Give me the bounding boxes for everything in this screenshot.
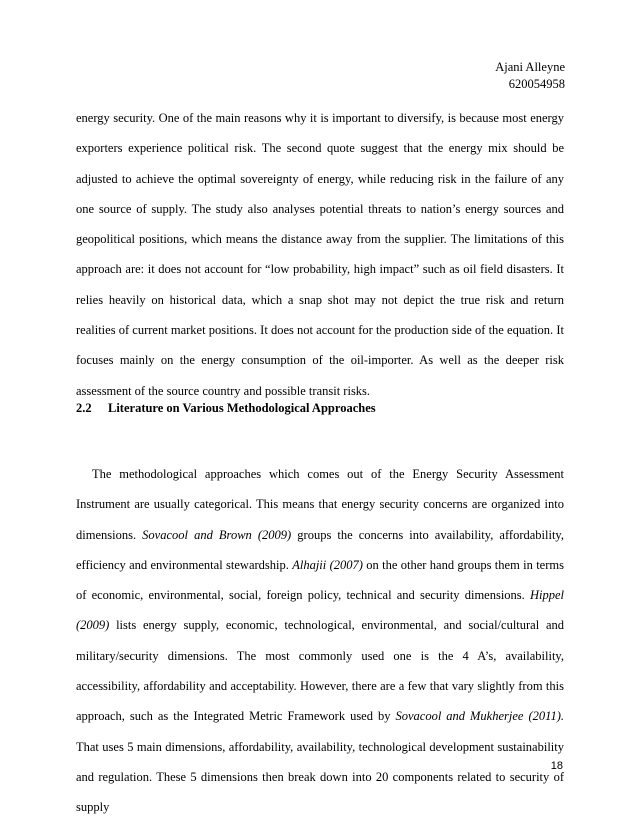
student-id: 620054958 — [508, 77, 565, 91]
paragraph-text-segment: lists energy supply, economic, technological, environmental, and social/cultural and military/security dimensions. The most commonly used one is the 4 A’s, availability, accessibility, affordability and acceptability. However, there are a few that vary slightly from this approach, such as the Integrated Metric Framework used by — [76, 618, 564, 724]
citation-sovacool-mukherjee: Sovacool and Mukherjee (2011). — [395, 709, 564, 724]
paragraph-text-segment: on the other hand groups them in terms of economic, environmental, social, foreign policy, technical and security dimensions. — [76, 557, 564, 603]
paragraph-energy-security: energy security. One of the main reasons why it is important to diversify, is because most energy exporters experience political risk. The second quote suggest that the energy mix should be adjusted to achieve the optimal sovereignty of energy, while reducing risk in the failure of any one source of supply. The study also analyses potential threats to nation’s energy sources and geopolitical positions, which means the distance away from the supplier. The limitations of this approach are: it does not account for “low probability, high impact” such as oil field disasters. It relies heavily on historical data, which a snap shot may not depict the true risk and return realities of current market positions. It does not account for the production side of the equation. It focuses mainly on the energy consumption of the oil-importer. As well as the deeper risk assessment of the source country and possible transit risks. — [76, 111, 564, 398]
citation-hippel: Hippel (2009) — [76, 588, 564, 633]
citation-sovacool-brown: Sovacool and Brown (2009) — [142, 527, 292, 542]
paragraph-text-segment: groups the concerns into availability, affordability, efficiency and environmental stewardship. — [76, 527, 564, 572]
section-number: 2.2 — [76, 401, 92, 415]
section-heading — [76, 398, 376, 418]
paragraph-text-segment: The methodological approaches which comes out of the Energy Security Assessment Instrument are usually categorical. This means that energy security concerns are organized into dimensions. — [76, 467, 564, 542]
citation-alhajii: Alhajii (2007) — [292, 557, 363, 572]
author-name: Ajani Alleyne — [495, 60, 565, 74]
page-header — [495, 59, 565, 93]
page-number: 18 — [550, 760, 563, 772]
paragraph-methodological-approaches — [76, 459, 564, 823]
section-title: Literature on Various Methodological Approaches — [108, 401, 376, 415]
paragraph-text-segment: That uses 5 main dimensions, affordability, availability, technological development sustainability and regulation. These 5 dimensions then break down into 20 components related to security of supply — [76, 739, 564, 815]
